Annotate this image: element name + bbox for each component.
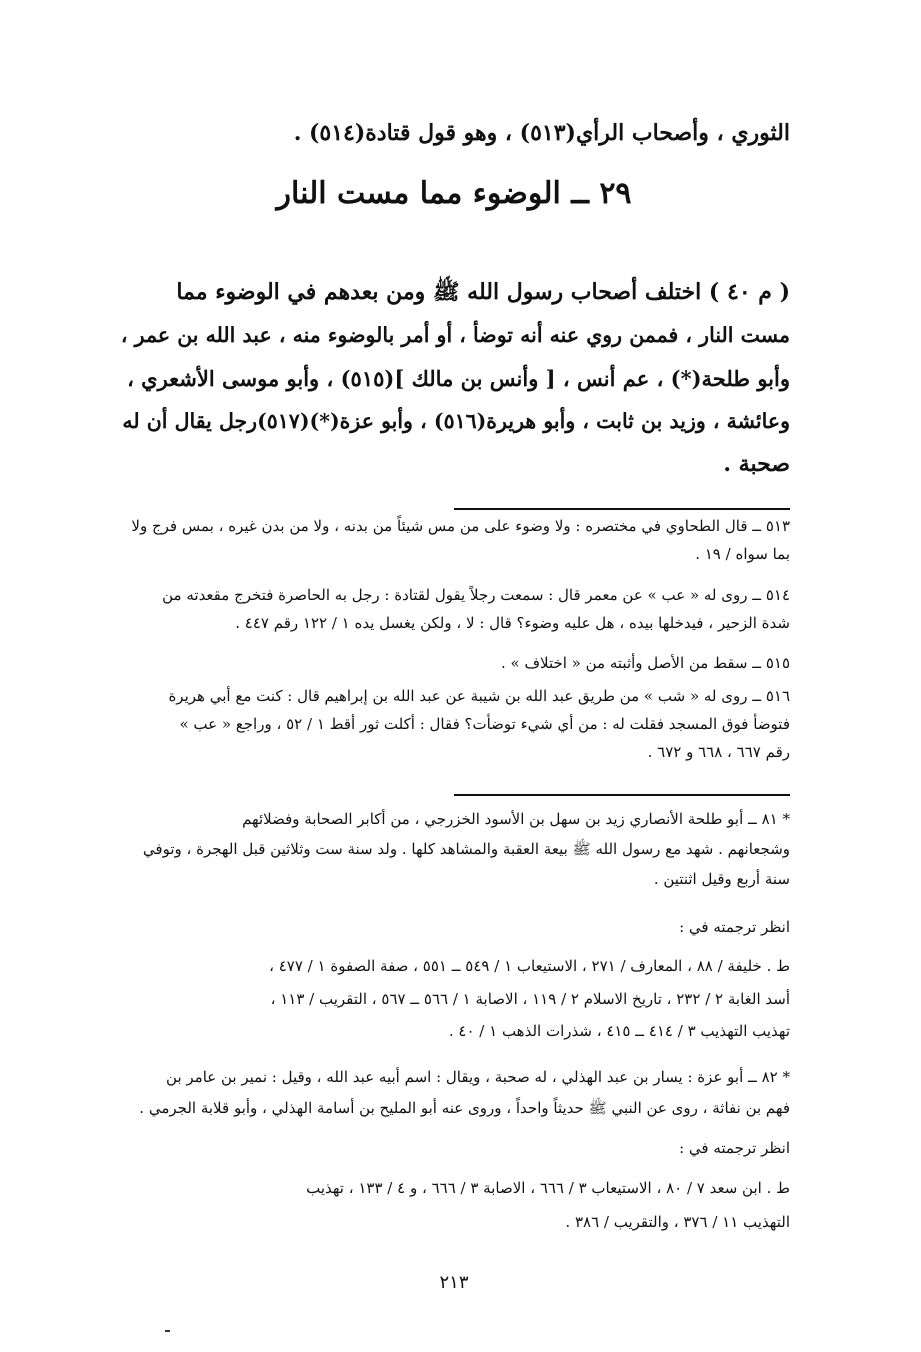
- footnote-line: ٥١٥ ــ سقط من الأصل وأثبته من « اختلاف » .: [500, 654, 790, 672]
- page-number: ٢١٣: [439, 1272, 469, 1293]
- body-line: وعائشة ، وزيد بن ثابت ، وأبو هريرة(٥١٦) ، وأبو عزة(*)(٥١٧)رجل يقال أن له: [122, 409, 790, 433]
- footnote-line: بما سواه / ١٩ .: [695, 545, 790, 563]
- biography-line: سنة أربع وقيل اثنتين .: [653, 870, 790, 888]
- section-heading: ٢٩ ــ الوضوء مما مست النار: [276, 176, 632, 211]
- biography-line: انظر ترجمته في :: [679, 918, 790, 936]
- biography-line: ط . خليفة / ٨٨ ، المعارف / ٢٧١ ، الاستيعاب ١ / ٥٤٩ ــ ٥٥١ ، صفة الصفوة ١ / ٤٧٧ ،: [269, 957, 790, 975]
- biography-separator: [454, 794, 790, 796]
- biography-line: * ٨٢ ــ أبو عزة : يسار بن عبد الهذلي ، له صحبة ، ويقال : اسم أبيه عبد الله ، وقيل : نمير بن عامر بن: [166, 1068, 790, 1086]
- body-line: وأبو طلحة(*) ، عم أنس ، [ وأنس بن مالك ](٥١٥) ، وأبو موسى الأشعري ،: [127, 366, 790, 391]
- body-line: ( م ٤٠ ) اختلف أصحاب رسول الله ﷺ ومن بعدهم في الوضوء مما: [176, 279, 790, 305]
- body-line: مست النار ، فممن روي عنه أنه توضأ ، أو أمر بالوضوء منه ، عبد الله بن عمر ،: [120, 323, 790, 347]
- biography-line: تهذيب التهذيب ٣ / ٤١٤ ــ ٤١٥ ، شذرات الذهب ١ / ٤٠ .: [448, 1022, 790, 1040]
- biography-line: التهذيب ١١ / ٣٧٦ ، والتقريب / ٣٨٦ .: [565, 1213, 790, 1231]
- footnote-line: ٥١٣ ــ قال الطحاوي في مختصره : ولا وضوء على من مس شيئاً من بدنه ، ولا من بدن غيره ، بمس فرج ولا: [131, 517, 790, 535]
- carry-over-text: الثوري ، وأصحاب الرأي(٥١٣) ، وهو قول قتادة(٥١٤) .: [293, 120, 790, 146]
- footnote-line: رقم ٦٦٧ ، ٦٦٨ و ٦٧٢ .: [647, 743, 790, 761]
- body-line: صحبة .: [723, 451, 790, 477]
- footnote-line: ٥١٤ ــ روى له « عب » عن معمر قال : سمعت رجلاً يقول لقتادة : رجل به الحاصرة فتخرج مقعدته من: [162, 586, 790, 604]
- biography-line: فهم بن نفاثة ، روى عن النبي ﷺ حديثاً واحداً ، وروى عنه أبو المليح بن أسامة الهذلي ، وأبو قلابة الجرمي .: [139, 1099, 790, 1117]
- biography-line: انظر ترجمته في :: [679, 1139, 790, 1157]
- biography-line: ط . ابن سعد ٧ / ٨٠ ، الاستيعاب ٣ / ٦٦٦ ، الاصابة ٣ / ٦٦٦ ، و ٤ / ١٣٣ ، تهذيب: [306, 1179, 790, 1197]
- footnote-separator: [454, 508, 790, 510]
- footnote-line: ٥١٦ ــ روى له « شب » من طريق عبد الله بن شيبة عن عبد الله بن إبراهيم قال : كنت مع أبي هريرة: [168, 687, 790, 705]
- biography-line: * ٨١ ــ أبو طلحة الأنصاري زيد بن سهل بن الأسود الخزرجي ، من أكابر الصحابة وفضلائهم: [242, 810, 790, 828]
- scan-mark: [165, 1330, 170, 1332]
- biography-line: وشجعانهم . شهد مع رسول الله ﷺ بيعة العقبة والمشاهد كلها . ولد سنة ست وثلاثين قبل الهجرة ، وتوفي: [142, 840, 790, 858]
- footnote-line: شدة الزحير ، فيدخلها بيده ، هل عليه وضوء؟ قال : لا ، ولكن يغسل يده ١ / ١٢٢ رقم ٤٤٧ .: [235, 614, 790, 632]
- page: [118, 0, 790, 1352]
- biography-line: أسد الغابة ٢ / ٢٣٢ ، تاريخ الاسلام ٢ / ١١٩ ، الاصابة ١ / ٥٦٦ ــ ٥٦٧ ، التقريب / ١١٣ ،: [270, 990, 790, 1008]
- footnote-line: فتوضأ فوق المسجد فقلت له : من أي شيء توضأت؟ فقال : أكلت ثور أقط ١ / ٥٢ ، وراجع « عب »: [179, 715, 790, 733]
